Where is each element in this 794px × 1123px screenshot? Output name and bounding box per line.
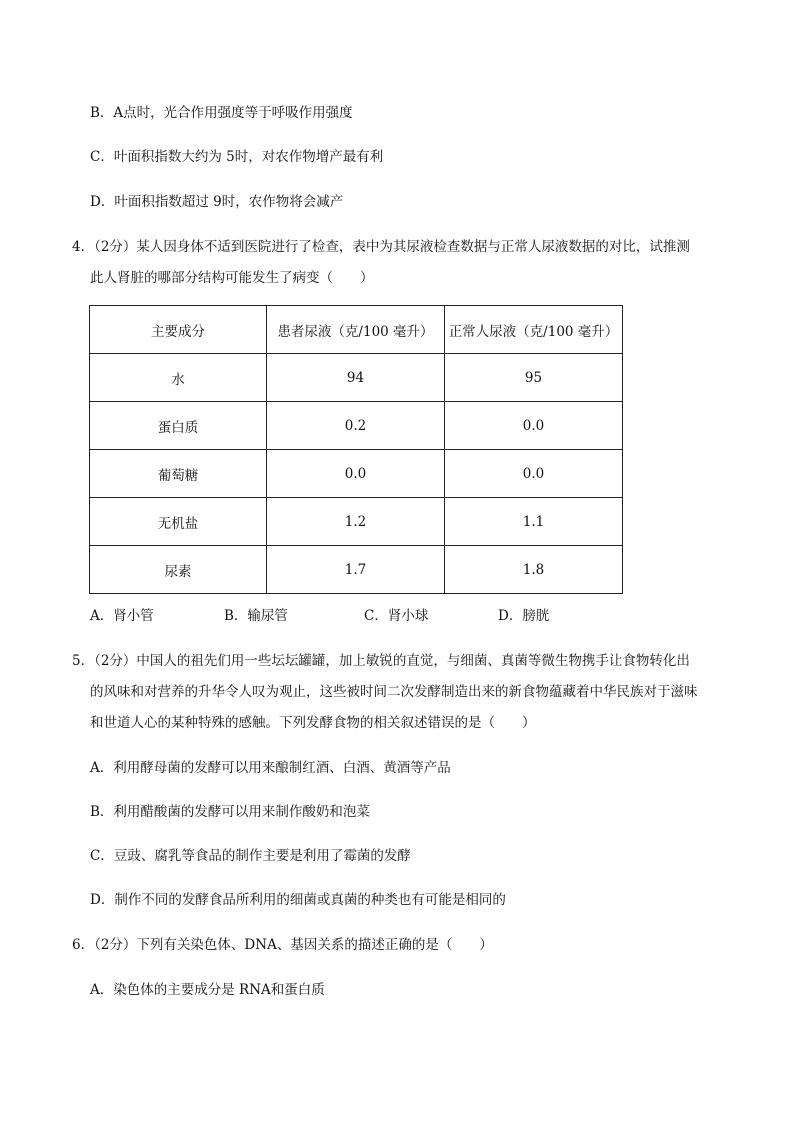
- q4-stem-line2: 此人肾脏的哪部分结构可能发生了病变（ ）: [90, 270, 374, 286]
- table-cell: 0.2: [267, 402, 445, 450]
- q3-option-c: C．叶面积指数大约为 5时，对农作物增产最有利: [90, 149, 384, 165]
- q6-stem: 6．（2分）下列有关染色体、DNA、基因关系的描述正确的是（ ）: [72, 937, 493, 953]
- q5-option-b: B．利用醋酸菌的发酵可以用来制作酸奶和泡菜: [90, 804, 370, 820]
- table-cell: 94: [267, 354, 445, 402]
- table-header-cell: 主要成分: [90, 306, 267, 354]
- table-cell: 0.0: [267, 450, 445, 498]
- q5-stem-line1: 5．（2分）中国人的祖先们用一些坛坛罐罐，加上敏锐的直觉，与细菌、真菌等微生物携手让食物转化出: [72, 653, 690, 669]
- table-cell: 尿素: [90, 546, 267, 594]
- table-cell: 葡萄糖: [90, 450, 267, 498]
- q3-option-b: B．A点时，光合作用强度等于呼吸作用强度: [90, 105, 353, 121]
- table-cell: 水: [90, 354, 267, 402]
- table-cell: 1.2: [267, 498, 445, 546]
- table-cell: 0.0: [445, 402, 623, 450]
- table-row: [90, 498, 623, 546]
- table-header-row: [90, 306, 623, 354]
- q4-choice-d: D．膀胱: [498, 608, 550, 624]
- q5-stem-line3: 和世道人心的某种特殊的感触。下列发酵食物的相关叙述错误的是（ ）: [90, 715, 536, 731]
- table-row: [90, 402, 623, 450]
- table-cell: 1.8: [445, 546, 623, 594]
- q5-option-c: C．豆豉、腐乳等食品的制作主要是利用了霉菌的发酵: [90, 848, 411, 864]
- table-cell: 1.7: [267, 546, 445, 594]
- q4-stem-line1: 4．（2分）某人因身体不适到医院进行了检查，表中为其尿液检查数据与正常人尿液数据的对比，试推测: [72, 239, 690, 255]
- table-cell: 无机盐: [90, 498, 267, 546]
- q6-option-a: A．染色体的主要成分是 RNA和蛋白质: [90, 982, 325, 998]
- table-row: [90, 546, 623, 594]
- table-header-cell: 患者尿液（克/100 毫升）: [267, 306, 445, 354]
- q4-choice-b: B．输尿管: [224, 608, 288, 624]
- table-cell: 1.1: [445, 498, 623, 546]
- q5-stem-line2: 的风味和对营养的升华令人叹为观止，这些被时间二次发酵制造出来的新食物蕴藏着中华民族对于滋味: [90, 684, 698, 700]
- q5-option-d: D．制作不同的发酵食品所利用的细菌或真菌的种类也有可能是相同的: [90, 892, 506, 908]
- urine-comparison-table: [89, 305, 623, 594]
- q4-choice-a: A．肾小管: [90, 608, 154, 624]
- table-header-cell: 正常人尿液（克/100 毫升）: [445, 306, 623, 354]
- q3-option-d: D．叶面积指数超过 9时，农作物将会减产: [90, 194, 344, 210]
- table-cell: 95: [445, 354, 623, 402]
- table-row: [90, 450, 623, 498]
- table-cell: 蛋白质: [90, 402, 267, 450]
- table-cell: 0.0: [445, 450, 623, 498]
- table-row: [90, 354, 623, 402]
- q4-choice-c: C．肾小球: [364, 608, 429, 624]
- q5-option-a: A．利用酵母菌的发酵可以用来酿制红酒、白酒、黄酒等产品: [90, 760, 451, 776]
